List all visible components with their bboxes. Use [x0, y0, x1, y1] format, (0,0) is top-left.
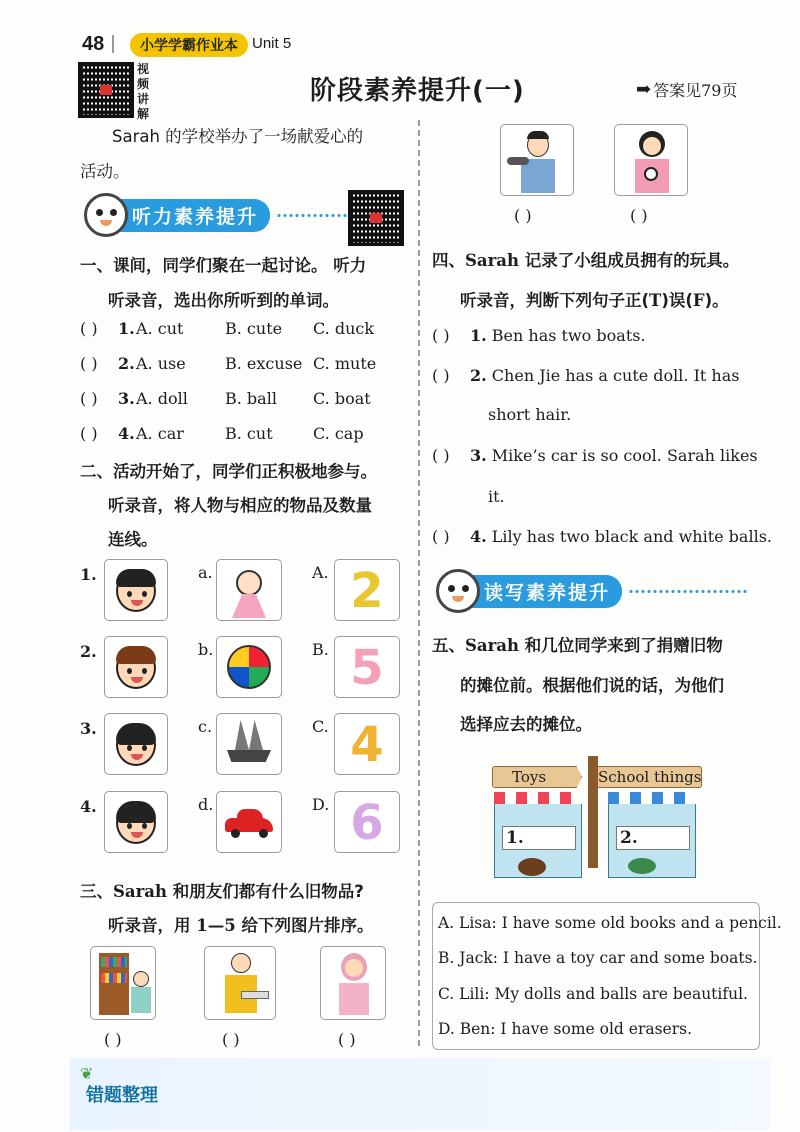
q4-item-2: 2. Chen Jie has a cute doll. It has: [470, 366, 740, 385]
person-label: 4.: [80, 797, 97, 816]
option-b: B. excuse: [225, 354, 303, 373]
person-picture[interactable]: [104, 559, 168, 621]
number-label: D.: [312, 795, 330, 814]
boat-picture[interactable]: [216, 713, 282, 775]
option-c: C. cap: [313, 424, 364, 443]
answer-blank[interactable]: ( ): [80, 354, 98, 373]
page-number: 48: [82, 33, 105, 55]
leaf-icon: ❦: [80, 1064, 94, 1083]
order-blank-2[interactable]: ( ): [222, 1030, 240, 1049]
q4-item-2-cont: short hair.: [488, 405, 572, 424]
number-picture[interactable]: [334, 713, 400, 775]
order-blank-4[interactable]: ( ): [514, 206, 532, 225]
option-a: A. doll: [136, 389, 188, 408]
item-number: 1.: [118, 319, 135, 338]
option-a: A. car: [136, 424, 184, 443]
tf-blank[interactable]: ( ): [432, 326, 450, 345]
order-blank-3[interactable]: ( ): [338, 1030, 356, 1049]
q2-line-2: 听录音，将人物与相应的物品及数量: [108, 496, 372, 515]
number-picture[interactable]: [334, 636, 400, 698]
number-glyph: 4: [350, 717, 384, 773]
listening-qr-code[interactable]: [348, 190, 404, 246]
q2-line-1: 二、活动开始了，同学们正积极地参与。: [80, 462, 377, 481]
girl-with-ball-picture[interactable]: [614, 124, 688, 196]
number-label: C.: [312, 717, 329, 736]
number-glyph: 2: [350, 563, 384, 619]
order-blank-1[interactable]: ( ): [104, 1030, 122, 1049]
person-label: 2.: [80, 642, 97, 661]
answer-blank[interactable]: ( ): [80, 319, 98, 338]
answer-reference: ➡ 答案见79页: [636, 79, 738, 100]
q5-option-b: B. Jack: I have a toy car and some boats.: [438, 949, 758, 967]
person-label: 3.: [80, 719, 97, 738]
sign-school-things: School things: [598, 768, 702, 786]
q4-item-4: 4. Lily has two black and white balls.: [470, 527, 772, 546]
mascot-reading-icon: [436, 569, 480, 613]
item-number: 2.: [118, 354, 135, 373]
intro-line-2: 活动。: [80, 162, 130, 181]
unit-label: Unit 5: [252, 35, 292, 52]
arrow-right-icon: ➡: [636, 79, 652, 100]
q2-line-3: 连线。: [108, 530, 158, 549]
option-a: A. cut: [136, 319, 184, 338]
writing-banner: 读写素养提升: [448, 574, 748, 608]
thing-label: b.: [198, 640, 214, 659]
mascot-headphones-icon: [84, 193, 128, 237]
q5-option-d: D. Ben: I have some old erasers.: [438, 1020, 693, 1038]
q4-item-3-cont: it.: [488, 487, 505, 506]
girl-with-doll-picture[interactable]: [320, 946, 386, 1020]
thing-label: c.: [198, 717, 213, 736]
footer-title: 错题整理: [86, 1085, 158, 1106]
sign-toys: Toys: [512, 768, 547, 786]
tf-blank[interactable]: ( ): [432, 527, 450, 546]
number-picture[interactable]: [334, 791, 400, 853]
q3-heading: 三、Sarah 和朋友们都有什么旧物品?: [80, 882, 364, 901]
q5-option-c: C. Lili: My dolls and balls are beautiful.: [438, 985, 748, 1003]
video-qr-code[interactable]: [78, 62, 134, 118]
option-c: C. mute: [313, 354, 377, 373]
option-c: C. boat: [313, 389, 371, 408]
tf-blank[interactable]: ( ): [432, 366, 450, 385]
number-glyph: 6: [350, 795, 384, 851]
page-title: 阶段素养提升(一): [310, 76, 525, 106]
option-b: B. ball: [225, 389, 277, 408]
person-picture[interactable]: [104, 636, 168, 698]
doll-picture[interactable]: [216, 559, 282, 621]
q1-subheading: 听录音，选出你所听到的单词。: [108, 291, 339, 310]
column-divider: [418, 120, 420, 1050]
intro-line-1: Sarah 的学校举办了一场献爱心的: [112, 127, 364, 146]
listening-banner: 听力素养提升: [96, 198, 354, 232]
header-divider: [112, 35, 114, 53]
person-label: 1.: [80, 565, 97, 584]
q3-subheading: 听录音，用 1—5 给下列图片排序。: [108, 916, 374, 935]
q5-option-a: A. Lisa: I have some old books and a pencil.: [438, 914, 782, 932]
stall-1-label: 1.: [506, 828, 524, 848]
answer-blank[interactable]: ( ): [80, 424, 98, 443]
option-a: A. use: [136, 354, 186, 373]
thing-label: a.: [198, 563, 213, 582]
stall-illustration: [488, 756, 702, 884]
option-b: B. cute: [225, 319, 283, 338]
q4-item-1: 1. Ben has two boats.: [470, 326, 646, 345]
item-number: 3.: [118, 389, 135, 408]
q1-heading: 一、课间，同学们聚在一起讨论。 听力: [80, 256, 367, 275]
q4-heading: 四、Sarah 记录了小组成员拥有的玩具。: [432, 251, 740, 270]
number-label: A.: [312, 563, 329, 582]
ball-picture[interactable]: [216, 636, 282, 698]
q5-line-3: 选择应去的摊位。: [460, 715, 592, 734]
footer-band: [70, 1058, 770, 1130]
item-number: 4.: [118, 424, 135, 443]
number-label: B.: [312, 640, 329, 659]
thing-label: d.: [198, 795, 214, 814]
option-c: C. duck: [313, 319, 375, 338]
number-glyph: 5: [350, 640, 384, 696]
stall-2-label: 2.: [620, 828, 638, 848]
car-picture[interactable]: [216, 791, 282, 853]
person-picture[interactable]: [104, 713, 168, 775]
order-blank-5[interactable]: ( ): [630, 206, 648, 225]
answer-blank[interactable]: ( ): [80, 389, 98, 408]
tf-blank[interactable]: ( ): [432, 446, 450, 465]
option-b: B. cut: [225, 424, 273, 443]
boy-with-boat-picture[interactable]: [204, 946, 276, 1020]
q5-heading: 五、Sarah 和几位同学来到了捐赠旧物: [432, 636, 723, 655]
series-badge: 小学学霸作业本: [130, 33, 248, 57]
q4-subheading: 听录音，判断下列句子正(T)误(F)。: [460, 291, 729, 310]
q4-item-3: 3. Mike’s car is so cool. Sarah likes: [470, 446, 758, 465]
number-picture[interactable]: [334, 559, 400, 621]
qr-caption: 视 频 讲 解: [137, 62, 150, 121]
boy-with-car-picture[interactable]: [500, 124, 574, 196]
person-picture[interactable]: [104, 791, 168, 853]
q5-line-2: 的摊位前。根据他们说的话，为他们: [460, 676, 724, 695]
bookshelf-girl-picture[interactable]: [90, 946, 156, 1020]
